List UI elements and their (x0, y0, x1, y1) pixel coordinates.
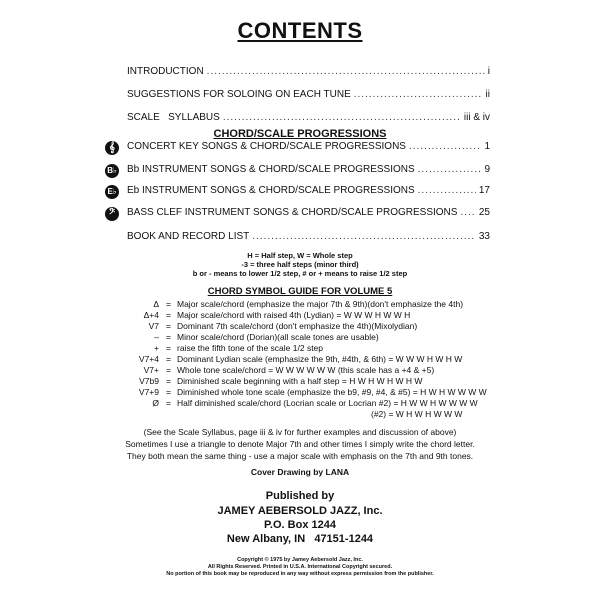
toc-label: INTRODUCTION (127, 66, 204, 77)
symbol-row (154, 343, 324, 353)
symbol-row-extra: (#2) = W H W H W W W (371, 409, 463, 419)
equals-sign: = (166, 343, 171, 353)
chord-symbol: + (154, 343, 159, 353)
symbol-description: Minor scale/chord (Dorian)(all scale tones are usable) (177, 332, 379, 342)
toc-item-book-record-list[interactable] (127, 231, 490, 242)
symbol-description: Dominant Lydian scale (emphasize the 9th, #4th, & 6th) = W W W H W H W (177, 354, 463, 364)
cover-credit: Cover Drawing by LANA (250, 467, 350, 477)
chord-symbol-guide-heading: CHORD SYMBOL GUIDE FOR VOLUME 5 (207, 286, 393, 297)
toc-item-bb-instrument[interactable] (127, 164, 490, 175)
symbol-description: Diminished whole tone scale (emphasize the b9, #9, #4, & #5) = H W H W W W W (177, 387, 487, 397)
copyright-line: No portion of this book may be reproduced in any way without express permission from the publisher. (166, 571, 434, 577)
equals-sign: = (166, 387, 171, 397)
toc-page: 25 (478, 207, 490, 218)
toc-item-scale-syllabus[interactable] (127, 112, 490, 123)
symbol-row (143, 310, 411, 320)
toc-label: BASS CLEF INSTRUMENT SONGS & CHORD/SCALE PROGRESSIONS (127, 207, 458, 218)
symbol-row (153, 299, 464, 309)
chord-symbol: V7 (148, 321, 159, 331)
copyright-line: All Rights Reserved. Printed in U.S.A. International Copyright secured. (207, 564, 393, 570)
publisher-city: New Albany, IN 47151-1244 (226, 533, 374, 545)
treble-clef-icon: 𝄞 (105, 141, 119, 155)
symbol-description: Diminished scale beginning with a half step = H W H W H W H W (177, 376, 423, 386)
equals-sign: = (166, 299, 171, 309)
chord-symbol: V7+4 (138, 354, 159, 364)
equals-sign: = (166, 365, 171, 375)
symbol-row (154, 332, 379, 342)
symbol-row (152, 398, 478, 408)
bass-clef-icon: 𝄢 (105, 207, 119, 221)
equals-sign: = (166, 354, 171, 364)
equals-sign: = (166, 398, 171, 408)
symbol-description: Half diminished scale/chord (Locrian scale or Locrian #2) = H W W H W W W W (177, 398, 478, 408)
chord-symbol: – (154, 332, 159, 342)
symbol-row (139, 376, 423, 386)
toc-leader (223, 112, 461, 123)
symbol-description: Dominant 7th scale/chord (don't emphasize the 4th)(Mixolydian) (177, 321, 418, 331)
copyright-line: Copyright © 1975 by Jamey Aebersold Jazz, Inc. (237, 557, 363, 563)
toc-label: Eb INSTRUMENT SONGS & CHORD/SCALE PROGRESSIONS (127, 185, 415, 196)
toc-leader (252, 231, 476, 242)
toc-page: iii & iv (463, 112, 490, 123)
toc-page: 1 (484, 141, 490, 152)
chord-symbol: V7+9 (138, 387, 159, 397)
note-line: Sometimes I use a triangle to denote Major 7th and other times I simply write the chord letter. (125, 439, 475, 449)
toc-label: CONCERT KEY SONGS & CHORD/SCALE PROGRESSIONS (127, 141, 406, 152)
toc-page: 17 (478, 185, 490, 196)
toc-label: Bb INSTRUMENT SONGS & CHORD/SCALE PROGRESSIONS (127, 164, 415, 175)
symbol-description: Major scale/chord with raised 4th (Lydian) = W W W H W W H (177, 310, 411, 320)
toc-leader (354, 89, 483, 100)
toc-label: BOOK AND RECORD LIST (127, 231, 250, 242)
toc-page: ii (485, 89, 490, 100)
toc-label: SCALE SYLLABUS (127, 112, 220, 123)
page-title: CONTENTS (237, 18, 363, 43)
equals-sign: = (166, 332, 171, 342)
equals-sign: = (166, 376, 171, 386)
symbol-row (143, 365, 435, 375)
symbol-row (148, 321, 418, 331)
toc-item-bass-clef[interactable] (127, 207, 490, 218)
toc-leader (460, 207, 475, 218)
symbol-description: raise the fifth tone of the scale 1/2 step (177, 343, 324, 353)
chord-symbol: Ø (152, 398, 159, 408)
chord-symbol: V7+ (143, 365, 159, 375)
legend-line: H = Half step, W = Whole step (247, 251, 353, 260)
note-line: They both mean the same thing - use a major scale with emphasis on the 7th and 9th tones. (126, 451, 474, 461)
b-flat-icon: B♭ (105, 164, 119, 178)
toc-page: i (487, 66, 490, 77)
symbol-description: Major scale/chord (emphasize the major 7th & 9th)(don't emphasize the 4th) (177, 299, 464, 309)
toc-page: 9 (484, 164, 490, 175)
publisher-name: JAMEY AEBERSOLD JAZZ, Inc. (217, 505, 383, 517)
chord-symbol: Δ (153, 299, 159, 309)
toc-leader (418, 164, 482, 175)
toc-item-introduction[interactable] (127, 66, 490, 77)
toc-label: SUGGESTIONS FOR SOLOING ON EACH TUNE (127, 89, 351, 100)
symbol-row (138, 387, 487, 397)
legend-line: -3 = three half steps (minor third) (241, 260, 359, 269)
equals-sign: = (166, 310, 171, 320)
publisher-address: P.O. Box 1244 (264, 519, 336, 531)
progressions-heading: CHORD/SCALE PROGRESSIONS (213, 128, 387, 140)
toc-item-suggestions[interactable] (127, 89, 490, 100)
toc-leader (409, 141, 481, 152)
toc-leader (207, 66, 485, 77)
publisher-line: Published by (265, 490, 335, 502)
toc-leader (418, 185, 476, 196)
toc-page: 33 (478, 231, 490, 242)
toc-item-concert-key[interactable] (127, 141, 490, 152)
chord-symbol: V7b9 (139, 376, 159, 386)
e-flat-icon: E♭ (105, 185, 119, 199)
symbol-description: Whole tone scale/chord = W W W W W W (this scale has a +4 & +5) (177, 365, 435, 375)
chord-symbol: Δ+4 (143, 310, 159, 320)
legend-line: b or - means to lower 1/2 step, # or + means to raise 1/2 step (192, 269, 408, 278)
note-line: (See the Scale Syllabus, page iii & iv for further examples and discussion of above) (143, 427, 457, 437)
symbol-row (138, 354, 463, 364)
equals-sign: = (166, 321, 171, 331)
toc-item-eb-instrument[interactable] (127, 185, 490, 196)
